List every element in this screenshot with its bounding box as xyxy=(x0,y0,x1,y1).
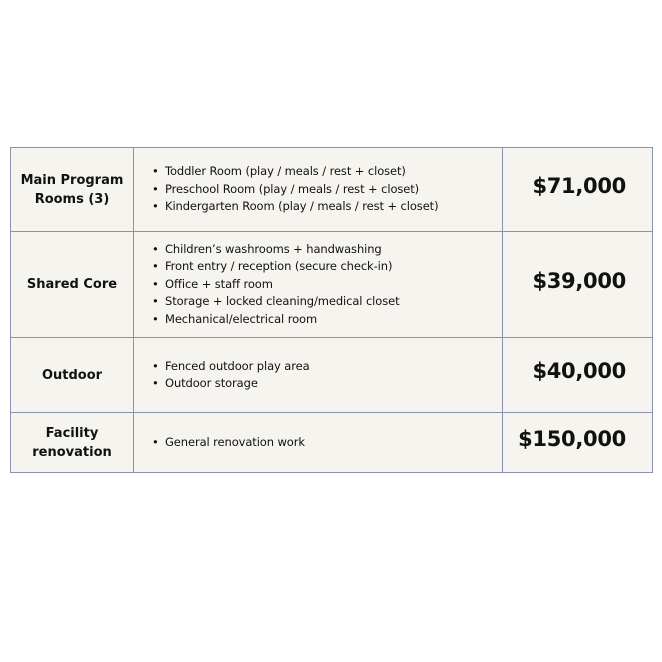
items-cell xyxy=(134,338,503,413)
list-item: • Mechanical/electrical room xyxy=(152,311,496,329)
table-row xyxy=(11,413,653,473)
cost-cell xyxy=(503,148,653,232)
item-list xyxy=(152,434,496,452)
list-item: • Toddler Room (play / meals / rest + closet) xyxy=(152,163,496,181)
category-cell: Main Program Rooms (3) xyxy=(11,148,134,232)
table-row xyxy=(11,148,653,232)
list-item: • Children’s washrooms + handwashing xyxy=(152,241,496,259)
cost-cell xyxy=(503,232,653,338)
cost-cell xyxy=(503,413,653,473)
cost-value: $71,000 xyxy=(532,173,626,198)
items-cell xyxy=(134,148,503,232)
list-item: • Front entry / reception (secure check-in) xyxy=(152,258,496,276)
table-row xyxy=(11,338,653,413)
list-item: • General renovation work xyxy=(152,434,496,452)
list-item: • Kindergarten Room (play / meals / rest + closet) xyxy=(152,198,496,216)
item-list xyxy=(152,163,496,216)
category-cell: Outdoor xyxy=(11,338,134,413)
list-item: • Outdoor storage xyxy=(152,375,496,393)
item-list xyxy=(152,358,496,393)
list-item: • Storage + locked cleaning/medical closet xyxy=(152,293,496,311)
items-cell xyxy=(134,232,503,338)
items-cell xyxy=(134,413,503,473)
cost-value: $39,000 xyxy=(532,268,626,293)
cost-value: $40,000 xyxy=(532,359,626,383)
category-cell: Facility renovation xyxy=(11,413,134,473)
list-item: • Fenced outdoor play area xyxy=(152,358,496,376)
cost-value: $150,000 xyxy=(518,426,626,451)
item-list xyxy=(152,241,496,329)
list-item: • Office + staff room xyxy=(152,276,496,294)
budget-table xyxy=(10,147,653,473)
table-row xyxy=(11,232,653,338)
cost-cell xyxy=(503,338,653,413)
list-item: • Preschool Room (play / meals / rest + closet) xyxy=(152,181,496,199)
category-cell: Shared Core xyxy=(11,232,134,338)
